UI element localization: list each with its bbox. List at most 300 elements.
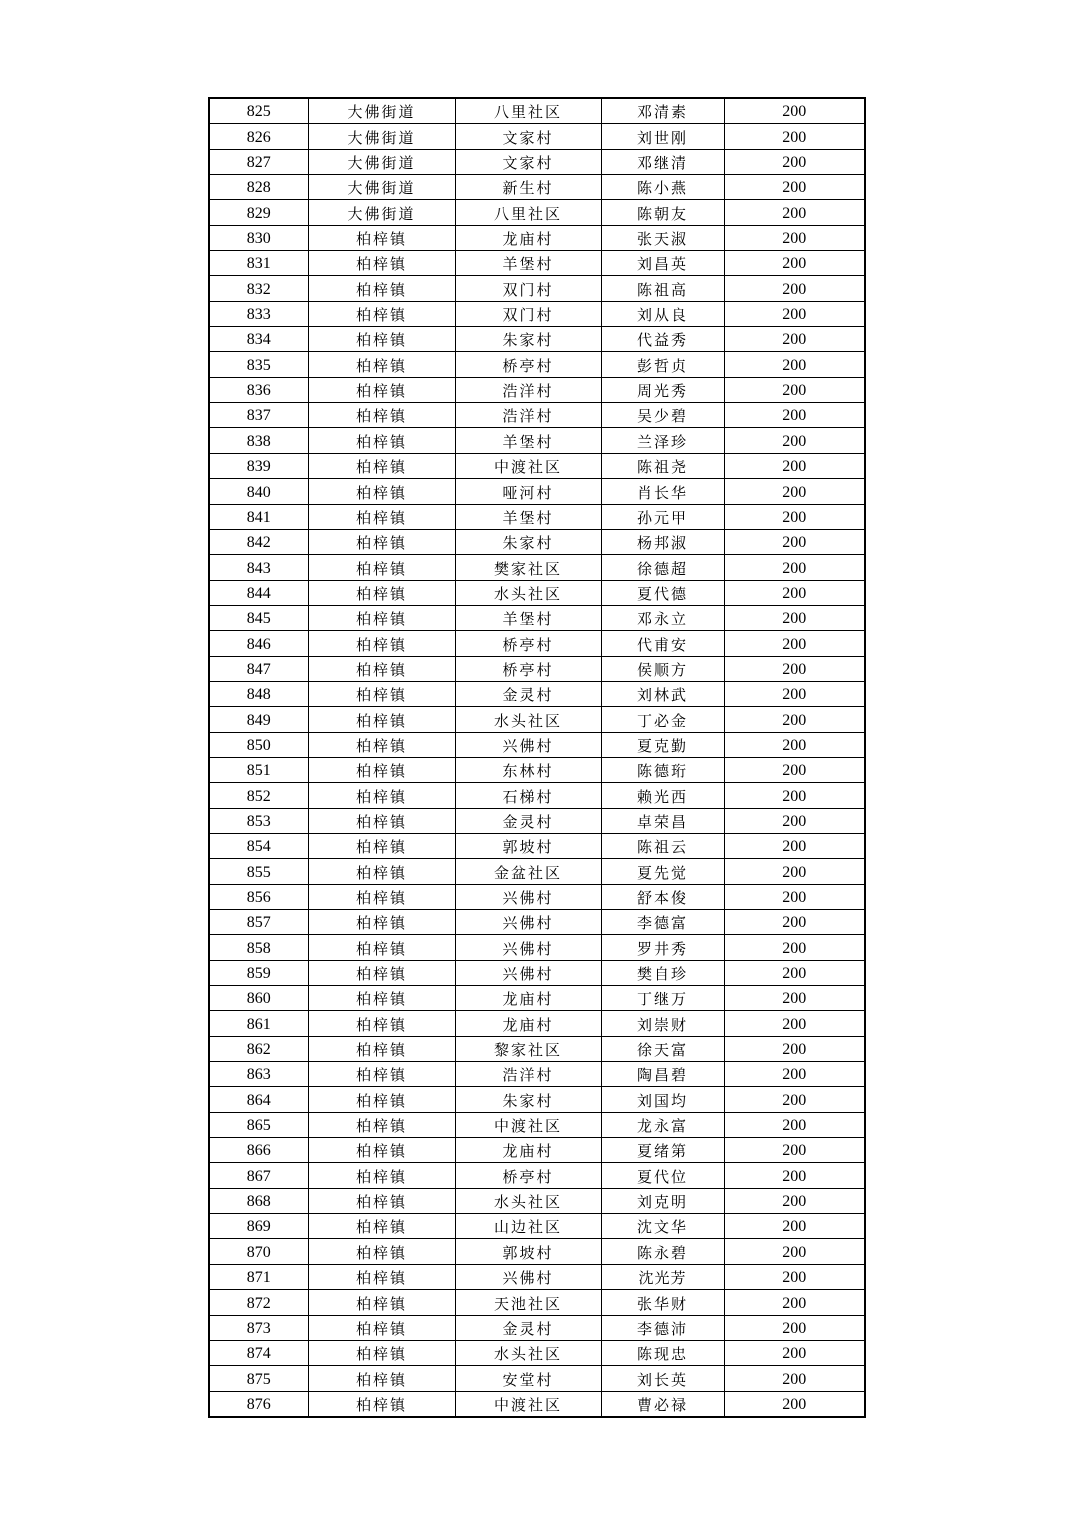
amount-cell: 200 xyxy=(724,225,865,250)
town-cell: 柏梓镇 xyxy=(308,1062,455,1087)
row-number-cell: 837 xyxy=(209,403,308,428)
table-row xyxy=(209,960,865,985)
amount-cell: 200 xyxy=(724,352,865,377)
village-cell: 桥亭村 xyxy=(455,1163,601,1188)
amount-cell: 200 xyxy=(724,1011,865,1036)
table-row xyxy=(209,681,865,706)
village-cell: 中渡社区 xyxy=(455,1391,601,1417)
person-name-cell: 刘昌英 xyxy=(601,251,724,276)
village-cell: 樊家社区 xyxy=(455,555,601,580)
table-row xyxy=(209,833,865,858)
village-cell: 郭坡村 xyxy=(455,1239,601,1264)
village-cell: 龙庙村 xyxy=(455,1138,601,1163)
person-name-cell: 刘克明 xyxy=(601,1188,724,1213)
amount-cell: 200 xyxy=(724,808,865,833)
town-cell: 柏梓镇 xyxy=(308,1138,455,1163)
person-name-cell: 代益秀 xyxy=(601,327,724,352)
row-number-cell: 868 xyxy=(209,1188,308,1213)
amount-cell: 200 xyxy=(724,859,865,884)
roster-table-body xyxy=(209,98,865,1417)
town-cell: 柏梓镇 xyxy=(308,884,455,909)
village-cell: 中渡社区 xyxy=(455,1112,601,1137)
town-cell: 柏梓镇 xyxy=(308,479,455,504)
row-number-cell: 866 xyxy=(209,1138,308,1163)
row-number-cell: 858 xyxy=(209,935,308,960)
person-name-cell: 刘长英 xyxy=(601,1366,724,1391)
village-cell: 金灵村 xyxy=(455,681,601,706)
table-row xyxy=(209,757,865,782)
town-cell: 柏梓镇 xyxy=(308,732,455,757)
person-name-cell: 夏绪第 xyxy=(601,1138,724,1163)
table-row xyxy=(209,175,865,200)
town-cell: 柏梓镇 xyxy=(308,555,455,580)
town-cell: 柏梓镇 xyxy=(308,1366,455,1391)
person-name-cell: 刘林武 xyxy=(601,681,724,706)
row-number-cell: 841 xyxy=(209,504,308,529)
village-cell: 桥亭村 xyxy=(455,631,601,656)
town-cell: 柏梓镇 xyxy=(308,529,455,554)
row-number-cell: 840 xyxy=(209,479,308,504)
village-cell: 金盆社区 xyxy=(455,859,601,884)
row-number-cell: 839 xyxy=(209,453,308,478)
person-name-cell: 沈文华 xyxy=(601,1214,724,1239)
town-cell: 大佛街道 xyxy=(308,200,455,225)
row-number-cell: 826 xyxy=(209,124,308,149)
table-row xyxy=(209,884,865,909)
person-name-cell: 曹必禄 xyxy=(601,1391,724,1417)
amount-cell: 200 xyxy=(724,98,865,124)
town-cell: 柏梓镇 xyxy=(308,1011,455,1036)
town-cell: 柏梓镇 xyxy=(308,681,455,706)
amount-cell: 200 xyxy=(724,656,865,681)
village-cell: 八里社区 xyxy=(455,98,601,124)
table-row xyxy=(209,555,865,580)
village-cell: 哑河村 xyxy=(455,479,601,504)
village-cell: 羊堡村 xyxy=(455,428,601,453)
table-row xyxy=(209,225,865,250)
village-cell: 金灵村 xyxy=(455,808,601,833)
amount-cell: 200 xyxy=(724,1112,865,1137)
town-cell: 柏梓镇 xyxy=(308,403,455,428)
table-row xyxy=(209,859,865,884)
row-number-cell: 863 xyxy=(209,1062,308,1087)
row-number-cell: 855 xyxy=(209,859,308,884)
row-number-cell: 828 xyxy=(209,175,308,200)
amount-cell: 200 xyxy=(724,555,865,580)
town-cell: 柏梓镇 xyxy=(308,859,455,884)
amount-cell: 200 xyxy=(724,580,865,605)
table-row xyxy=(209,529,865,554)
town-cell: 柏梓镇 xyxy=(308,910,455,935)
table-row xyxy=(209,1366,865,1391)
table-row xyxy=(209,479,865,504)
town-cell: 柏梓镇 xyxy=(308,1036,455,1061)
amount-cell: 200 xyxy=(724,1036,865,1061)
person-name-cell: 张天淑 xyxy=(601,225,724,250)
village-cell: 水头社区 xyxy=(455,707,601,732)
village-cell: 东林村 xyxy=(455,757,601,782)
amount-cell: 200 xyxy=(724,1264,865,1289)
village-cell: 羊堡村 xyxy=(455,605,601,630)
person-name-cell: 陈永碧 xyxy=(601,1239,724,1264)
village-cell: 安堂村 xyxy=(455,1366,601,1391)
person-name-cell: 代甫安 xyxy=(601,631,724,656)
table-row xyxy=(209,1062,865,1087)
village-cell: 文家村 xyxy=(455,124,601,149)
village-cell: 黎家社区 xyxy=(455,1036,601,1061)
person-name-cell: 陶昌碧 xyxy=(601,1062,724,1087)
amount-cell: 200 xyxy=(724,1138,865,1163)
row-number-cell: 849 xyxy=(209,707,308,732)
village-cell: 中渡社区 xyxy=(455,453,601,478)
row-number-cell: 834 xyxy=(209,327,308,352)
amount-cell: 200 xyxy=(724,1340,865,1365)
amount-cell: 200 xyxy=(724,453,865,478)
amount-cell: 200 xyxy=(724,1366,865,1391)
amount-cell: 200 xyxy=(724,1290,865,1315)
town-cell: 柏梓镇 xyxy=(308,631,455,656)
table-row xyxy=(209,504,865,529)
amount-cell: 200 xyxy=(724,631,865,656)
person-name-cell: 吴少碧 xyxy=(601,403,724,428)
amount-cell: 200 xyxy=(724,403,865,428)
row-number-cell: 864 xyxy=(209,1087,308,1112)
table-row xyxy=(209,1264,865,1289)
amount-cell: 200 xyxy=(724,732,865,757)
town-cell: 柏梓镇 xyxy=(308,251,455,276)
amount-cell: 200 xyxy=(724,428,865,453)
person-name-cell: 夏代德 xyxy=(601,580,724,605)
table-row xyxy=(209,631,865,656)
town-cell: 柏梓镇 xyxy=(308,453,455,478)
row-number-cell: 845 xyxy=(209,605,308,630)
row-number-cell: 862 xyxy=(209,1036,308,1061)
table-row xyxy=(209,327,865,352)
person-name-cell: 周光秀 xyxy=(601,377,724,402)
table-row xyxy=(209,453,865,478)
town-cell: 柏梓镇 xyxy=(308,605,455,630)
row-number-cell: 852 xyxy=(209,783,308,808)
table-row xyxy=(209,808,865,833)
table-row xyxy=(209,98,865,124)
village-cell: 兴佛村 xyxy=(455,1264,601,1289)
village-cell: 双门村 xyxy=(455,301,601,326)
amount-cell: 200 xyxy=(724,301,865,326)
row-number-cell: 830 xyxy=(209,225,308,250)
amount-cell: 200 xyxy=(724,783,865,808)
town-cell: 柏梓镇 xyxy=(308,225,455,250)
person-name-cell: 夏先觉 xyxy=(601,859,724,884)
town-cell: 柏梓镇 xyxy=(308,935,455,960)
village-cell: 兴佛村 xyxy=(455,910,601,935)
table-row xyxy=(209,1391,865,1417)
table-row xyxy=(209,1138,865,1163)
amount-cell: 200 xyxy=(724,1062,865,1087)
amount-cell: 200 xyxy=(724,605,865,630)
row-number-cell: 833 xyxy=(209,301,308,326)
town-cell: 柏梓镇 xyxy=(308,301,455,326)
person-name-cell: 夏克勤 xyxy=(601,732,724,757)
amount-cell: 200 xyxy=(724,757,865,782)
town-cell: 柏梓镇 xyxy=(308,1264,455,1289)
table-row xyxy=(209,1214,865,1239)
table-row xyxy=(209,1315,865,1340)
subsidy-roster-table xyxy=(208,97,866,1418)
amount-cell: 200 xyxy=(724,935,865,960)
person-name-cell: 兰泽珍 xyxy=(601,428,724,453)
amount-cell: 200 xyxy=(724,377,865,402)
village-cell: 八里社区 xyxy=(455,200,601,225)
table-row xyxy=(209,580,865,605)
person-name-cell: 刘世刚 xyxy=(601,124,724,149)
amount-cell: 200 xyxy=(724,1239,865,1264)
person-name-cell: 孙元甲 xyxy=(601,504,724,529)
amount-cell: 200 xyxy=(724,681,865,706)
table-row xyxy=(209,1188,865,1213)
row-number-cell: 857 xyxy=(209,910,308,935)
village-cell: 兴佛村 xyxy=(455,732,601,757)
person-name-cell: 邓继清 xyxy=(601,149,724,174)
village-cell: 郭坡村 xyxy=(455,833,601,858)
person-name-cell: 龙永富 xyxy=(601,1112,724,1137)
table-row xyxy=(209,783,865,808)
amount-cell: 200 xyxy=(724,707,865,732)
village-cell: 桥亭村 xyxy=(455,352,601,377)
table-row xyxy=(209,200,865,225)
person-name-cell: 李德沛 xyxy=(601,1315,724,1340)
town-cell: 大佛街道 xyxy=(308,98,455,124)
village-cell: 羊堡村 xyxy=(455,504,601,529)
town-cell: 柏梓镇 xyxy=(308,276,455,301)
row-number-cell: 838 xyxy=(209,428,308,453)
person-name-cell: 李德富 xyxy=(601,910,724,935)
village-cell: 龙庙村 xyxy=(455,225,601,250)
person-name-cell: 赖光西 xyxy=(601,783,724,808)
amount-cell: 200 xyxy=(724,884,865,909)
amount-cell: 200 xyxy=(724,1188,865,1213)
table-row xyxy=(209,986,865,1011)
person-name-cell: 邓永立 xyxy=(601,605,724,630)
person-name-cell: 丁必金 xyxy=(601,707,724,732)
village-cell: 浩洋村 xyxy=(455,403,601,428)
table-row xyxy=(209,910,865,935)
row-number-cell: 871 xyxy=(209,1264,308,1289)
person-name-cell: 彭哲贞 xyxy=(601,352,724,377)
amount-cell: 200 xyxy=(724,833,865,858)
amount-cell: 200 xyxy=(724,1163,865,1188)
amount-cell: 200 xyxy=(724,251,865,276)
table-row xyxy=(209,1239,865,1264)
table-row xyxy=(209,276,865,301)
row-number-cell: 831 xyxy=(209,251,308,276)
town-cell: 柏梓镇 xyxy=(308,1163,455,1188)
person-name-cell: 刘崇财 xyxy=(601,1011,724,1036)
person-name-cell: 陈现忠 xyxy=(601,1340,724,1365)
person-name-cell: 舒本俊 xyxy=(601,884,724,909)
village-cell: 石梯村 xyxy=(455,783,601,808)
row-number-cell: 825 xyxy=(209,98,308,124)
town-cell: 柏梓镇 xyxy=(308,808,455,833)
village-cell: 朱家村 xyxy=(455,327,601,352)
town-cell: 柏梓镇 xyxy=(308,377,455,402)
row-number-cell: 870 xyxy=(209,1239,308,1264)
town-cell: 柏梓镇 xyxy=(308,428,455,453)
town-cell: 柏梓镇 xyxy=(308,783,455,808)
town-cell: 柏梓镇 xyxy=(308,327,455,352)
village-cell: 兴佛村 xyxy=(455,960,601,985)
table-row xyxy=(209,352,865,377)
person-name-cell: 徐天富 xyxy=(601,1036,724,1061)
town-cell: 柏梓镇 xyxy=(308,1214,455,1239)
row-number-cell: 861 xyxy=(209,1011,308,1036)
person-name-cell: 陈德珩 xyxy=(601,757,724,782)
town-cell: 柏梓镇 xyxy=(308,833,455,858)
town-cell: 柏梓镇 xyxy=(308,757,455,782)
town-cell: 大佛街道 xyxy=(308,175,455,200)
person-name-cell: 陈祖云 xyxy=(601,833,724,858)
table-row xyxy=(209,1290,865,1315)
village-cell: 新生村 xyxy=(455,175,601,200)
table-row xyxy=(209,605,865,630)
amount-cell: 200 xyxy=(724,1214,865,1239)
person-name-cell: 樊自珍 xyxy=(601,960,724,985)
row-number-cell: 869 xyxy=(209,1214,308,1239)
amount-cell: 200 xyxy=(724,910,865,935)
table-row xyxy=(209,656,865,681)
amount-cell: 200 xyxy=(724,1391,865,1417)
row-number-cell: 843 xyxy=(209,555,308,580)
town-cell: 大佛街道 xyxy=(308,149,455,174)
person-name-cell: 肖长华 xyxy=(601,479,724,504)
table-row xyxy=(209,403,865,428)
person-name-cell: 刘从良 xyxy=(601,301,724,326)
row-number-cell: 874 xyxy=(209,1340,308,1365)
amount-cell: 200 xyxy=(724,529,865,554)
person-name-cell: 陈小燕 xyxy=(601,175,724,200)
town-cell: 柏梓镇 xyxy=(308,1340,455,1365)
village-cell: 水头社区 xyxy=(455,1340,601,1365)
person-name-cell: 卓荣昌 xyxy=(601,808,724,833)
row-number-cell: 873 xyxy=(209,1315,308,1340)
amount-cell: 200 xyxy=(724,1315,865,1340)
table-row xyxy=(209,935,865,960)
row-number-cell: 875 xyxy=(209,1366,308,1391)
row-number-cell: 844 xyxy=(209,580,308,605)
amount-cell: 200 xyxy=(724,175,865,200)
person-name-cell: 罗井秀 xyxy=(601,935,724,960)
amount-cell: 200 xyxy=(724,200,865,225)
person-name-cell: 杨邦淑 xyxy=(601,529,724,554)
village-cell: 金灵村 xyxy=(455,1315,601,1340)
row-number-cell: 848 xyxy=(209,681,308,706)
row-number-cell: 854 xyxy=(209,833,308,858)
person-name-cell: 徐德超 xyxy=(601,555,724,580)
person-name-cell: 张华财 xyxy=(601,1290,724,1315)
village-cell: 水头社区 xyxy=(455,580,601,605)
town-cell: 柏梓镇 xyxy=(308,960,455,985)
village-cell: 双门村 xyxy=(455,276,601,301)
town-cell: 柏梓镇 xyxy=(308,1188,455,1213)
town-cell: 柏梓镇 xyxy=(308,707,455,732)
table-row xyxy=(209,1036,865,1061)
row-number-cell: 842 xyxy=(209,529,308,554)
town-cell: 柏梓镇 xyxy=(308,352,455,377)
table-row xyxy=(209,1011,865,1036)
village-cell: 文家村 xyxy=(455,149,601,174)
table-row xyxy=(209,124,865,149)
village-cell: 龙庙村 xyxy=(455,986,601,1011)
person-name-cell: 夏代位 xyxy=(601,1163,724,1188)
amount-cell: 200 xyxy=(724,1087,865,1112)
row-number-cell: 860 xyxy=(209,986,308,1011)
person-name-cell: 陈朝友 xyxy=(601,200,724,225)
table-row xyxy=(209,1112,865,1137)
row-number-cell: 865 xyxy=(209,1112,308,1137)
table-row xyxy=(209,301,865,326)
village-cell: 兴佛村 xyxy=(455,884,601,909)
row-number-cell: 850 xyxy=(209,732,308,757)
village-cell: 羊堡村 xyxy=(455,251,601,276)
town-cell: 柏梓镇 xyxy=(308,1087,455,1112)
row-number-cell: 851 xyxy=(209,757,308,782)
table-row xyxy=(209,1087,865,1112)
town-cell: 柏梓镇 xyxy=(308,580,455,605)
town-cell: 柏梓镇 xyxy=(308,1391,455,1417)
table-row xyxy=(209,1340,865,1365)
town-cell: 柏梓镇 xyxy=(308,1239,455,1264)
person-name-cell: 侯顺方 xyxy=(601,656,724,681)
village-cell: 天池社区 xyxy=(455,1290,601,1315)
row-number-cell: 835 xyxy=(209,352,308,377)
person-name-cell: 丁继万 xyxy=(601,986,724,1011)
village-cell: 水头社区 xyxy=(455,1188,601,1213)
town-cell: 柏梓镇 xyxy=(308,1290,455,1315)
amount-cell: 200 xyxy=(724,124,865,149)
row-number-cell: 847 xyxy=(209,656,308,681)
town-cell: 柏梓镇 xyxy=(308,656,455,681)
village-cell: 山边社区 xyxy=(455,1214,601,1239)
row-number-cell: 867 xyxy=(209,1163,308,1188)
amount-cell: 200 xyxy=(724,276,865,301)
row-number-cell: 832 xyxy=(209,276,308,301)
village-cell: 龙庙村 xyxy=(455,1011,601,1036)
row-number-cell: 836 xyxy=(209,377,308,402)
person-name-cell: 沈光芳 xyxy=(601,1264,724,1289)
village-cell: 浩洋村 xyxy=(455,377,601,402)
village-cell: 兴佛村 xyxy=(455,935,601,960)
amount-cell: 200 xyxy=(724,986,865,1011)
town-cell: 柏梓镇 xyxy=(308,1315,455,1340)
table-row xyxy=(209,1163,865,1188)
table-row xyxy=(209,732,865,757)
person-name-cell: 陈祖尧 xyxy=(601,453,724,478)
amount-cell: 200 xyxy=(724,327,865,352)
village-cell: 桥亭村 xyxy=(455,656,601,681)
row-number-cell: 853 xyxy=(209,808,308,833)
town-cell: 柏梓镇 xyxy=(308,504,455,529)
person-name-cell: 邓清素 xyxy=(601,98,724,124)
amount-cell: 200 xyxy=(724,149,865,174)
town-cell: 大佛街道 xyxy=(308,124,455,149)
person-name-cell: 陈祖高 xyxy=(601,276,724,301)
person-name-cell: 刘国均 xyxy=(601,1087,724,1112)
row-number-cell: 846 xyxy=(209,631,308,656)
row-number-cell: 876 xyxy=(209,1391,308,1417)
village-cell: 朱家村 xyxy=(455,1087,601,1112)
amount-cell: 200 xyxy=(724,504,865,529)
amount-cell: 200 xyxy=(724,960,865,985)
village-cell: 朱家村 xyxy=(455,529,601,554)
